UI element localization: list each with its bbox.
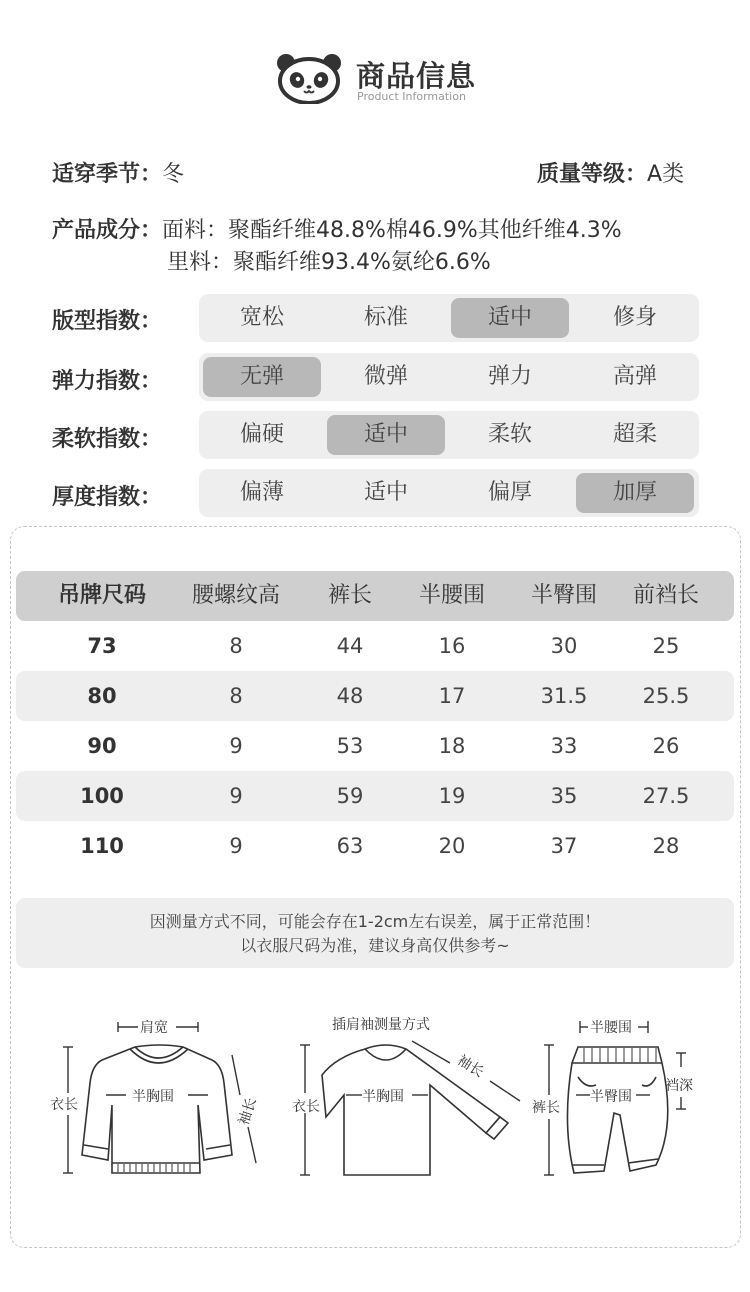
table-row [16, 821, 734, 871]
table-row [16, 721, 734, 771]
table-header-cell: 腰螺纹高 [191, 583, 280, 608]
index-bar [199, 411, 699, 459]
table-cell: 35 [550, 784, 578, 808]
table-cell: 48 [336, 684, 364, 708]
table-cell: 33 [550, 734, 578, 758]
index-option: 偏厚 [487, 480, 532, 505]
table-cell: 80 [87, 684, 117, 708]
table-cell: 19 [438, 784, 466, 808]
composition-line [52, 213, 622, 244]
index-label: 版型指数： [52, 309, 163, 334]
table-cell: 9 [229, 734, 243, 758]
season-line [52, 157, 184, 188]
table-header-cell: 吊牌尺码 [57, 583, 146, 608]
sweater-diagram-icon [82, 1045, 232, 1173]
sweater-sleeve-label: 袖长 [235, 1095, 260, 1128]
lining-line [167, 245, 491, 276]
table-cell: 27.5 [642, 784, 690, 808]
index-option-selected: 适中 [327, 415, 445, 455]
index-option: 标准 [363, 305, 408, 330]
sweater-chest-label: 半胸围 [132, 1089, 174, 1105]
index-label: 柔软指数： [52, 427, 163, 452]
sweater-length-label: 衣长 [50, 1097, 78, 1113]
page-subtitle: Product Information [357, 90, 466, 103]
index-option: 适中 [363, 480, 408, 505]
index-option: 柔软 [487, 422, 532, 447]
index-option: 超柔 [612, 422, 657, 447]
index-option: 微弹 [363, 364, 408, 389]
table-cell: 18 [438, 734, 466, 758]
index-bar [199, 469, 699, 517]
table-cell: 100 [80, 784, 124, 808]
table-cell: 31.5 [540, 684, 588, 708]
quality-label: 质量等级： [537, 162, 648, 187]
index-bar [199, 353, 699, 401]
index-label: 厚度指数： [52, 485, 163, 510]
table-cell: 63 [336, 834, 364, 858]
table-cell: 90 [87, 734, 117, 758]
table-row [16, 671, 734, 721]
panda-face-icon [276, 52, 342, 104]
raglan-length-label: 衣长 [292, 1099, 320, 1115]
table-cell: 26 [652, 734, 680, 758]
table-cell: 20 [438, 834, 466, 858]
pants-hip-label: 半臀围 [590, 1089, 632, 1105]
table-cell: 9 [229, 784, 243, 808]
index-option: 宽松 [239, 305, 284, 330]
section-header [276, 52, 496, 108]
table-cell: 37 [550, 834, 578, 858]
table-cell: 30 [550, 634, 578, 658]
measurement-diagrams [0, 1005, 750, 1225]
pants-length-label: 裤长 [532, 1100, 560, 1116]
table-cell: 110 [80, 834, 124, 858]
season-label: 适穿季节： [52, 162, 163, 187]
table-cell: 25 [652, 634, 680, 658]
table-header-cell: 前裆长 [632, 583, 699, 608]
table-cell: 8 [229, 684, 243, 708]
composition-label: 产品成分： [52, 218, 163, 243]
index-option: 偏硬 [239, 422, 284, 447]
pants-diagram-icon [567, 1047, 667, 1173]
raglan-sleeve-label: 袖长 [454, 1052, 487, 1081]
table-cell: 28 [652, 834, 680, 858]
index-option: 修身 [612, 305, 657, 330]
index-bar [199, 294, 699, 342]
table-header-cell: 半臀围 [530, 583, 597, 608]
fabric-value: 面料：聚酯纤维48.8%棉46.9%其他纤维4.3% [162, 218, 622, 243]
table-cell: 8 [229, 634, 243, 658]
size-table-header [16, 571, 734, 621]
table-cell: 73 [87, 634, 117, 658]
index-option-selected: 加厚 [576, 473, 694, 513]
table-row [16, 621, 734, 671]
index-option: 弹力 [487, 364, 532, 389]
pants-waist-label: 半腰围 [590, 1020, 632, 1036]
pants-rise-label: 裆深 [665, 1078, 693, 1094]
measurement-note [16, 898, 734, 968]
index-label: 弹力指数： [52, 369, 163, 394]
sweater-shoulder-label: 肩宽 [140, 1020, 168, 1036]
table-header-cell: 裤长 [327, 583, 372, 608]
raglan-title: 插肩袖测量方式 [332, 1017, 430, 1033]
table-header-cell: 半腰围 [418, 583, 485, 608]
season-value: 冬 [162, 162, 185, 187]
table-cell: 16 [438, 634, 466, 658]
lining-value: 里料：聚酯纤维93.4%氨纶6.6% [167, 250, 491, 275]
table-cell: 17 [438, 684, 466, 708]
index-option: 高弹 [612, 364, 657, 389]
table-cell: 9 [229, 834, 243, 858]
table-cell: 53 [336, 734, 364, 758]
index-option-selected: 适中 [451, 298, 569, 338]
table-cell: 25.5 [642, 684, 690, 708]
note-line: 因测量方式不同，可能会存在1-2cm左右误差，属于正常范围！ [149, 912, 601, 931]
raglan-chest-label: 半胸围 [362, 1089, 404, 1105]
index-option: 偏薄 [239, 480, 284, 505]
table-row [16, 771, 734, 821]
table-cell: 44 [336, 634, 364, 658]
page-title: 商品信息 [356, 59, 477, 93]
quality-line [537, 157, 684, 188]
table-cell: 59 [336, 784, 364, 808]
index-option-selected: 无弹 [203, 357, 321, 397]
quality-value: A类 [647, 162, 685, 187]
note-line: 以衣服尺码为准，建议身高仅供参考~ [240, 936, 510, 955]
